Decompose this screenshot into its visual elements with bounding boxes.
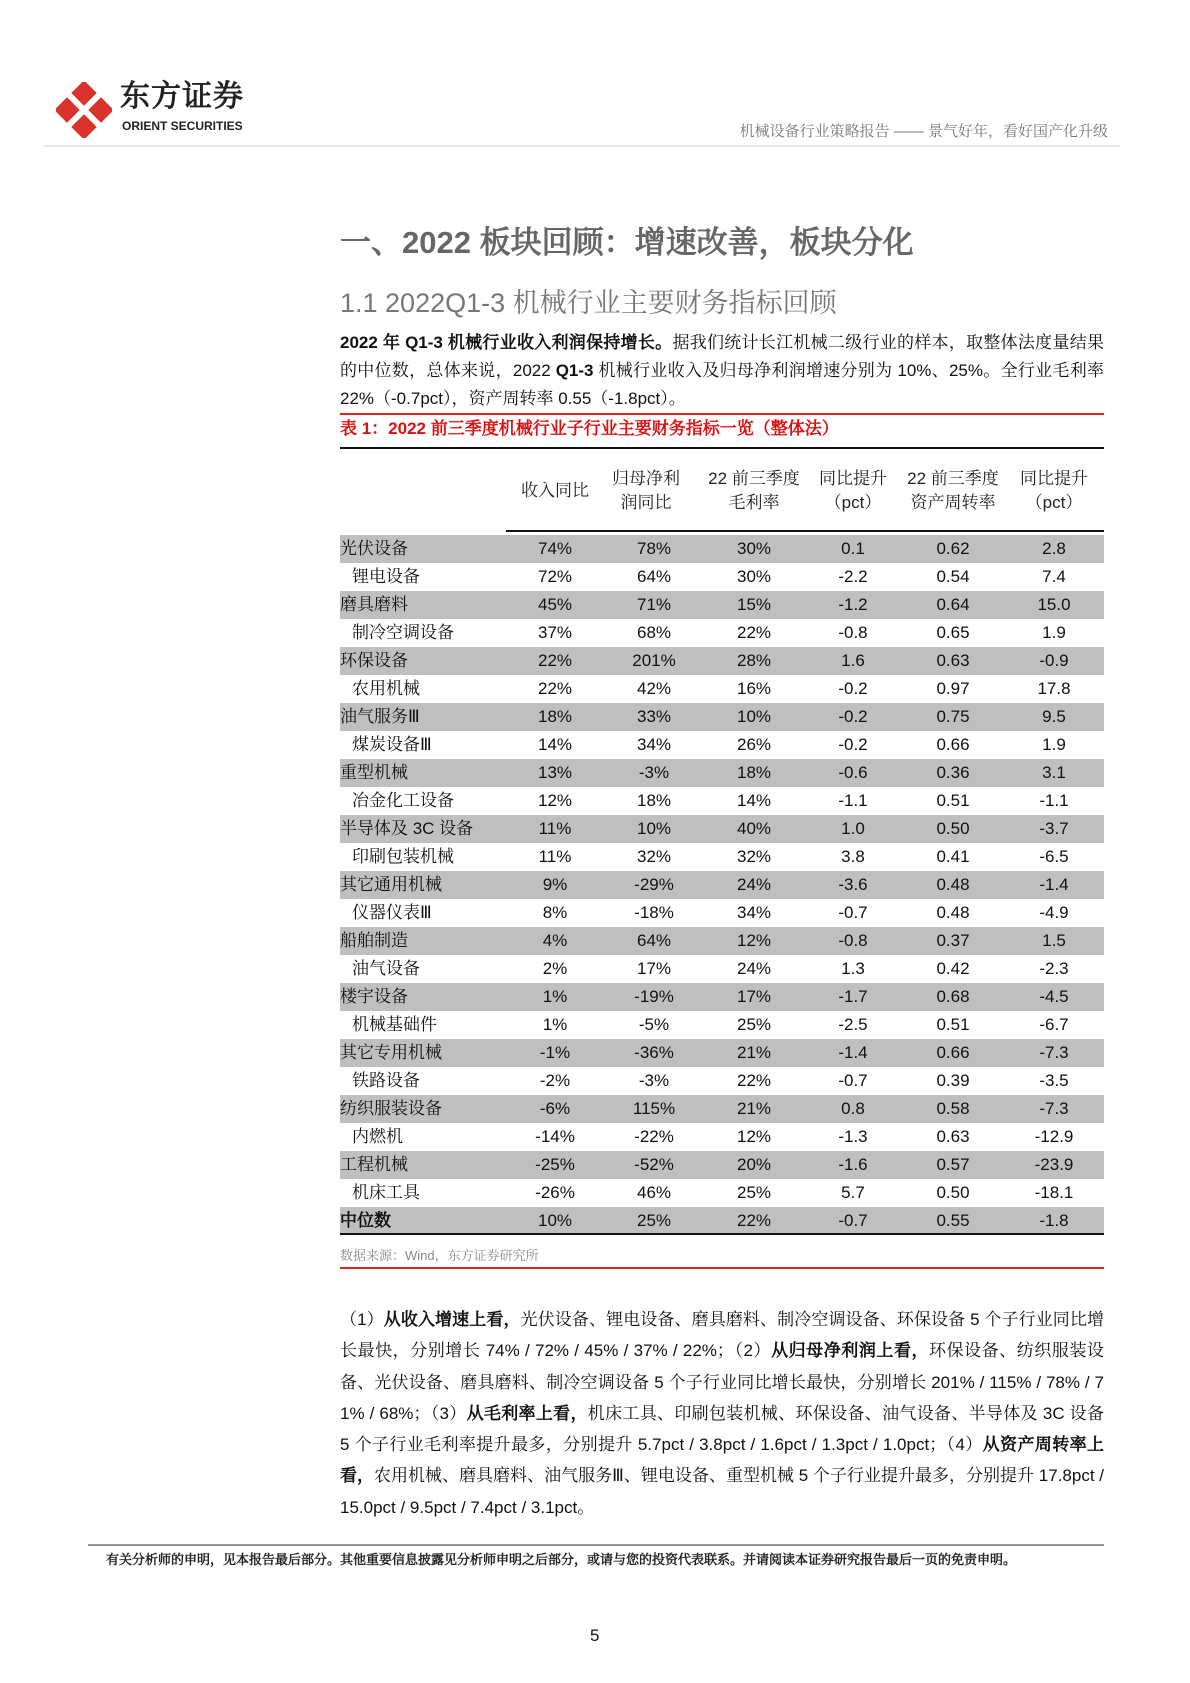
table-cell: 7.4 (1042, 567, 1066, 586)
table-cell: -14% (535, 1127, 575, 1146)
table-cell: -29% (634, 875, 674, 894)
table-cell: -6.7 (1039, 1015, 1069, 1034)
industry-name: 船舶制造 (340, 931, 408, 950)
table-cell: -1.3 (838, 1127, 868, 1146)
table-cell: -6.5 (1039, 847, 1069, 866)
table-cell: 22% (537, 651, 573, 670)
table-cell: 0.51 (936, 1015, 970, 1034)
table-cell: 72% (537, 567, 573, 586)
table-cell: -0.2 (838, 679, 868, 698)
table-cell: 1.5 (1042, 931, 1066, 950)
table-cell: -26% (535, 1183, 575, 1202)
table-cell: 115% (632, 1099, 676, 1118)
table-cell: 0.64 (936, 595, 970, 614)
column-header: 22 前三季度资产周转率 (907, 469, 999, 512)
industry-name: 制冷空调设备 (352, 623, 454, 642)
page-number: 5 (590, 1626, 600, 1645)
table-cell: 3.8 (841, 847, 865, 866)
footer-divider (88, 1544, 1104, 1546)
table-source: 数据来源：Wind，东方证券研究所 (340, 1248, 539, 1263)
table-cell: 11% (538, 819, 572, 838)
table-cell: 25% (736, 1015, 772, 1034)
table-caption: 表 1：2022 前三季度机械行业子行业主要财务指标一览（整体法） (340, 419, 839, 438)
table-cell: 0.66 (936, 735, 970, 754)
table-top-rule (340, 447, 1104, 449)
industry-name: 印刷包装机械 (352, 847, 454, 866)
table-cell: 201% (632, 651, 676, 670)
table-cell: -5% (638, 1015, 670, 1034)
table-cell: 17.8 (1037, 679, 1071, 698)
table-cell: -0.8 (838, 931, 868, 950)
table-cell: -1.1 (838, 791, 868, 810)
bold-text: 从毛利率上看， (466, 1403, 588, 1423)
table-cell: -18.1 (1034, 1183, 1074, 1202)
industry-name: 其它通用机械 (340, 875, 442, 894)
table-cell: -7.3 (1039, 1099, 1069, 1118)
table-cell: 25% (636, 1211, 672, 1230)
table-cell: 3.1 (1042, 763, 1066, 782)
table-row (340, 955, 1104, 983)
industry-name: 锂电设备 (352, 567, 420, 586)
table-cell: -1.4 (838, 1043, 868, 1062)
table-row (340, 647, 1104, 675)
table-row (340, 675, 1104, 703)
industry-name: 磨具磨料 (340, 595, 408, 614)
table-cell: 64% (636, 567, 672, 586)
industry-name: 机械基础件 (352, 1015, 437, 1034)
table-cell: 22% (736, 623, 772, 642)
table-row (340, 703, 1104, 731)
subsection-title: 1.1 2022Q1-3 机械行业主要财务指标回顾 (340, 288, 837, 318)
table-cell: 0.41 (936, 847, 970, 866)
column-header: 收入同比 (521, 481, 589, 500)
industry-name: 冶金化工设备 (352, 791, 454, 810)
table-cell: 18% (736, 763, 772, 782)
table-row (340, 731, 1104, 759)
table-cell: 1% (542, 987, 568, 1006)
table-cell: -1.6 (838, 1155, 868, 1174)
table-cell: 28% (736, 651, 772, 670)
table-cell: 22% (537, 679, 573, 698)
table-cell: 21% (736, 1043, 772, 1062)
table-cell: 1.0 (841, 819, 865, 838)
table-cell: 0.50 (936, 1183, 970, 1202)
table-row (340, 563, 1104, 591)
table-cell: 17% (736, 987, 772, 1006)
industry-name: 楼宇设备 (340, 987, 408, 1006)
median-row (340, 1207, 1104, 1235)
bold-text: 从资产周转率上看， (340, 1435, 1104, 1486)
report-title: 机械设备行业策略报告 —— 景气好年，看好国产化升级 (739, 123, 1108, 140)
table-cell: 18% (537, 707, 573, 726)
table-row (340, 871, 1104, 899)
table-cell: 1.6 (841, 651, 865, 670)
table-cell: 30% (736, 539, 772, 558)
table-cell: 32% (736, 847, 772, 866)
table-cell: 30% (736, 567, 772, 586)
table-cell: -25% (535, 1155, 575, 1174)
table-cell: -1% (539, 1043, 571, 1062)
industry-name: 纺织服装设备 (340, 1099, 442, 1118)
table-cell: 12% (736, 931, 772, 950)
table-cell: 26% (736, 735, 772, 754)
header-divider (44, 145, 1120, 147)
table-cell: 16% (736, 679, 772, 698)
table-cell: 0.66 (936, 1043, 970, 1062)
table-cell: 4% (542, 931, 568, 950)
table-cell: 10% (537, 1211, 573, 1230)
table-row (340, 843, 1104, 871)
table-body (340, 535, 1104, 1235)
industry-name: 煤炭设备Ⅲ (352, 735, 432, 754)
table-cell: 74% (537, 539, 573, 558)
table-cell: 2.8 (1042, 539, 1066, 558)
table-cell: 0.75 (936, 707, 970, 726)
intro-paragraph (340, 329, 1104, 413)
table-cell: 12% (537, 791, 573, 810)
table-cell: -22% (634, 1127, 674, 1146)
table-cell: 71% (636, 595, 672, 614)
table-cell: 0.63 (936, 1127, 970, 1146)
text-run: 环保设备、纺织服装设备、光伏设备、磨具磨料、制冷空调设备 5 个子行业同比增长最快，分别增长 201% / 115% / 78% / 71% / 68%；（3） (340, 1341, 1105, 1423)
table-cell: 0.62 (936, 539, 970, 558)
industry-name: 重型机械 (340, 763, 408, 782)
table-cell: -3.7 (1039, 819, 1069, 838)
table-cell: 0.55 (936, 1211, 970, 1230)
table-cell: 0.48 (936, 875, 970, 894)
table-cell: 0.51 (936, 791, 970, 810)
table-cell: 42% (636, 679, 672, 698)
table-cell: 33% (636, 707, 672, 726)
table-cell: -1.2 (838, 595, 868, 614)
table-cell: 68% (636, 623, 672, 642)
text-run: 农用机械、磨具磨料、油气服务Ⅲ、锂电设备、重型机械 5 个子行业提升最多，分别提升 17.8pct /15.0pct / 9.5pct / 7.4pct / 3.1pct。 (340, 1466, 1105, 1517)
table-row (340, 983, 1104, 1011)
bold-text: 从归母净利润上看， (771, 1341, 930, 1361)
text-run: 光伏设备、锂电设备、磨具磨料、制冷空调设备、环保设备 5 个子行业同比增长最快，分别增长 74% / 72% / 45% / 37% / 22%；（2） (340, 1310, 1104, 1361)
table-row (340, 1039, 1104, 1067)
table-cell: 21% (736, 1099, 772, 1118)
table-cell: 25% (736, 1183, 772, 1202)
text-run: 机械行业收入及归母净利润增速分别为 10%、25%。全行业毛利率 22%（-0.7pct），资产周转率 0.55（-1.8pct）。 (340, 361, 1105, 408)
table-cell: 78% (636, 539, 672, 558)
table-cell: 0.39 (936, 1071, 970, 1090)
table-row (340, 619, 1104, 647)
table-cell: -3.5 (1039, 1071, 1069, 1090)
analysis-paragraph (340, 1304, 1104, 1523)
industry-name: 铁路设备 (352, 1071, 420, 1090)
table-cell: -0.9 (1039, 651, 1069, 670)
table-cell: -3% (638, 763, 670, 782)
footer-disclaimer: 有关分析师的申明，见本报告最后部分。其他重要信息披露见分析师申明之后部分，或请与您的投资代表联系。并请阅读本证券研究报告最后一页的免责申明。 (106, 1552, 1017, 1567)
table-cell: 32% (636, 847, 672, 866)
table-cell: -2.3 (1039, 959, 1069, 978)
column-header: 归母净利润同比 (612, 469, 680, 512)
text-run: 机床工具、印刷包装机械、环保设备、油气设备、半导体及 3C 设备 5 个子行业毛利率提升最多，分别提升 5.7pct / 3.8pct / 1.6pct / 1.3pct / 1.0pct；（4） (340, 1403, 1104, 1455)
table-cell: 46% (636, 1183, 672, 1202)
industry-name: 仪器仪表Ⅲ (352, 903, 432, 922)
table-cell: 11% (538, 847, 572, 866)
table-cell: 18% (636, 791, 672, 810)
orient-logo-icon (56, 82, 112, 138)
table-cell: 0.97 (936, 679, 970, 698)
table-cell: 0.65 (936, 623, 970, 642)
table-cell: 15% (736, 595, 772, 614)
industry-name: 农用机械 (352, 679, 420, 698)
table-row (340, 1179, 1104, 1207)
table-bottom-rule (340, 1233, 1104, 1235)
table-cell: 22% (736, 1211, 772, 1230)
brand-name-en: ORIENT SECURITIES (122, 119, 243, 133)
table-row (340, 1011, 1104, 1039)
table-cell: 22% (736, 1071, 772, 1090)
table-cell: -0.6 (838, 763, 868, 782)
table-cell: -4.9 (1039, 903, 1069, 922)
table-cell: -1.7 (838, 987, 868, 1006)
table-cell: 1.3 (841, 959, 865, 978)
table-cell: 15.0 (1037, 595, 1071, 614)
caption-divider (340, 413, 1104, 415)
industry-name: 油气设备 (352, 959, 420, 978)
industry-name: 光伏设备 (340, 539, 408, 558)
table-row (340, 815, 1104, 843)
text-run: 据我们统计长江机械二级行业的样本，取整体法度量结果的中位数，总体来说，2022 (340, 333, 1105, 380)
table-cell: -52% (634, 1155, 674, 1174)
industry-name: 机床工具 (352, 1183, 420, 1202)
table-row (340, 535, 1104, 563)
table-cell: 0.63 (936, 651, 970, 670)
table-cell: 45% (537, 595, 573, 614)
table-cell: 10% (636, 819, 672, 838)
table-cell: 9.5 (1042, 707, 1066, 726)
table-cell: 17% (636, 959, 672, 978)
table-cell: 0.54 (936, 567, 970, 586)
table-cell: -36% (634, 1043, 674, 1062)
table-cell: 9% (542, 875, 568, 894)
table-cell: 1% (542, 1015, 568, 1034)
table-row (340, 1123, 1104, 1151)
table-row (340, 1151, 1104, 1179)
table-cell: -2.5 (838, 1015, 868, 1034)
table-cell: 14% (736, 791, 772, 810)
table-row (340, 759, 1104, 787)
table-cell: 24% (736, 875, 772, 894)
table-cell: 0.36 (936, 763, 970, 782)
table-cell: 34% (636, 735, 672, 754)
table-row (340, 1095, 1104, 1123)
column-header: 同比提升（pct） (819, 469, 887, 512)
section-title: 一、2022 板块回顾：增速改善，板块分化 (340, 225, 914, 260)
header-rule (506, 530, 1104, 532)
table-cell: -18% (634, 903, 674, 922)
table-cell: 0.37 (936, 931, 970, 950)
table-cell: 0.58 (936, 1099, 970, 1118)
table-cell: 5.7 (841, 1183, 865, 1202)
table-cell: -3% (638, 1071, 670, 1090)
table-cell: -0.7 (838, 903, 868, 922)
table-cell: 64% (636, 931, 672, 950)
table-cell: -3.6 (838, 875, 868, 894)
table-cell: 37% (537, 623, 573, 642)
table-cell: 40% (736, 819, 772, 838)
table-cell: -6% (539, 1099, 571, 1118)
table-cell: -23.9 (1034, 1155, 1074, 1174)
table-cell: 0.68 (936, 987, 970, 1006)
table-cell: -2.2 (838, 567, 868, 586)
table-cell: 14% (537, 735, 573, 754)
table-cell: 13% (537, 763, 573, 782)
industry-name: 工程机械 (340, 1155, 408, 1174)
industry-name: 环保设备 (340, 651, 408, 670)
table-cell: 24% (736, 959, 772, 978)
table-cell: -1.4 (1039, 875, 1069, 894)
table-row (340, 899, 1104, 927)
industry-name: 内燃机 (352, 1127, 403, 1146)
table-cell: 12% (736, 1127, 772, 1146)
table-cell: -1.1 (1039, 791, 1069, 810)
table-cell: -0.8 (838, 623, 868, 642)
table-cell: 0.8 (841, 1099, 865, 1118)
table-cell: 2% (542, 959, 568, 978)
brand-name: 东方证券 (120, 80, 244, 113)
table-header (340, 452, 1104, 530)
column-header: 22 前三季度毛利率 (708, 469, 800, 512)
table-cell: 0.1 (841, 539, 865, 558)
industry-name: 其它专用机械 (340, 1043, 442, 1062)
column-header: 同比提升（pct） (1020, 469, 1088, 512)
table-row (340, 927, 1104, 955)
industry-name: 油气服务Ⅲ (340, 707, 420, 726)
table-cell: -19% (634, 987, 674, 1006)
bold-text: Q1-3 (555, 361, 594, 380)
table-cell: 1.9 (1042, 623, 1066, 642)
table-cell: -0.2 (838, 735, 868, 754)
table-cell: -1.8 (1039, 1211, 1069, 1230)
table-row (340, 787, 1104, 815)
industry-name: 中位数 (340, 1211, 391, 1230)
table-cell: 0.57 (936, 1155, 970, 1174)
table-cell: 1.9 (1042, 735, 1066, 754)
table-cell: -2% (539, 1071, 571, 1090)
table-cell: 0.50 (936, 819, 970, 838)
table-cell: 10% (736, 707, 772, 726)
source-divider (340, 1267, 1104, 1269)
table-cell: 0.42 (936, 959, 970, 978)
table-cell: 8% (542, 903, 568, 922)
table-cell: -0.7 (838, 1211, 868, 1230)
text-run: （1） (340, 1310, 384, 1329)
table-cell: 20% (736, 1155, 772, 1174)
table-cell: 34% (736, 903, 772, 922)
table-cell: -7.3 (1039, 1043, 1069, 1062)
table-cell: -4.5 (1039, 987, 1069, 1006)
table-cell: -0.2 (838, 707, 868, 726)
industry-name: 半导体及 3C 设备 (340, 819, 474, 838)
table-cell: -0.7 (838, 1071, 868, 1090)
table-row (340, 591, 1104, 619)
table-row (340, 1067, 1104, 1095)
table-cell: 0.48 (936, 903, 970, 922)
table-cell: -12.9 (1034, 1127, 1074, 1146)
bold-text: 从收入增速上看， (383, 1310, 521, 1329)
bold-text: 2022 年 Q1-3 机械行业收入利润保持增长。 (340, 333, 673, 352)
